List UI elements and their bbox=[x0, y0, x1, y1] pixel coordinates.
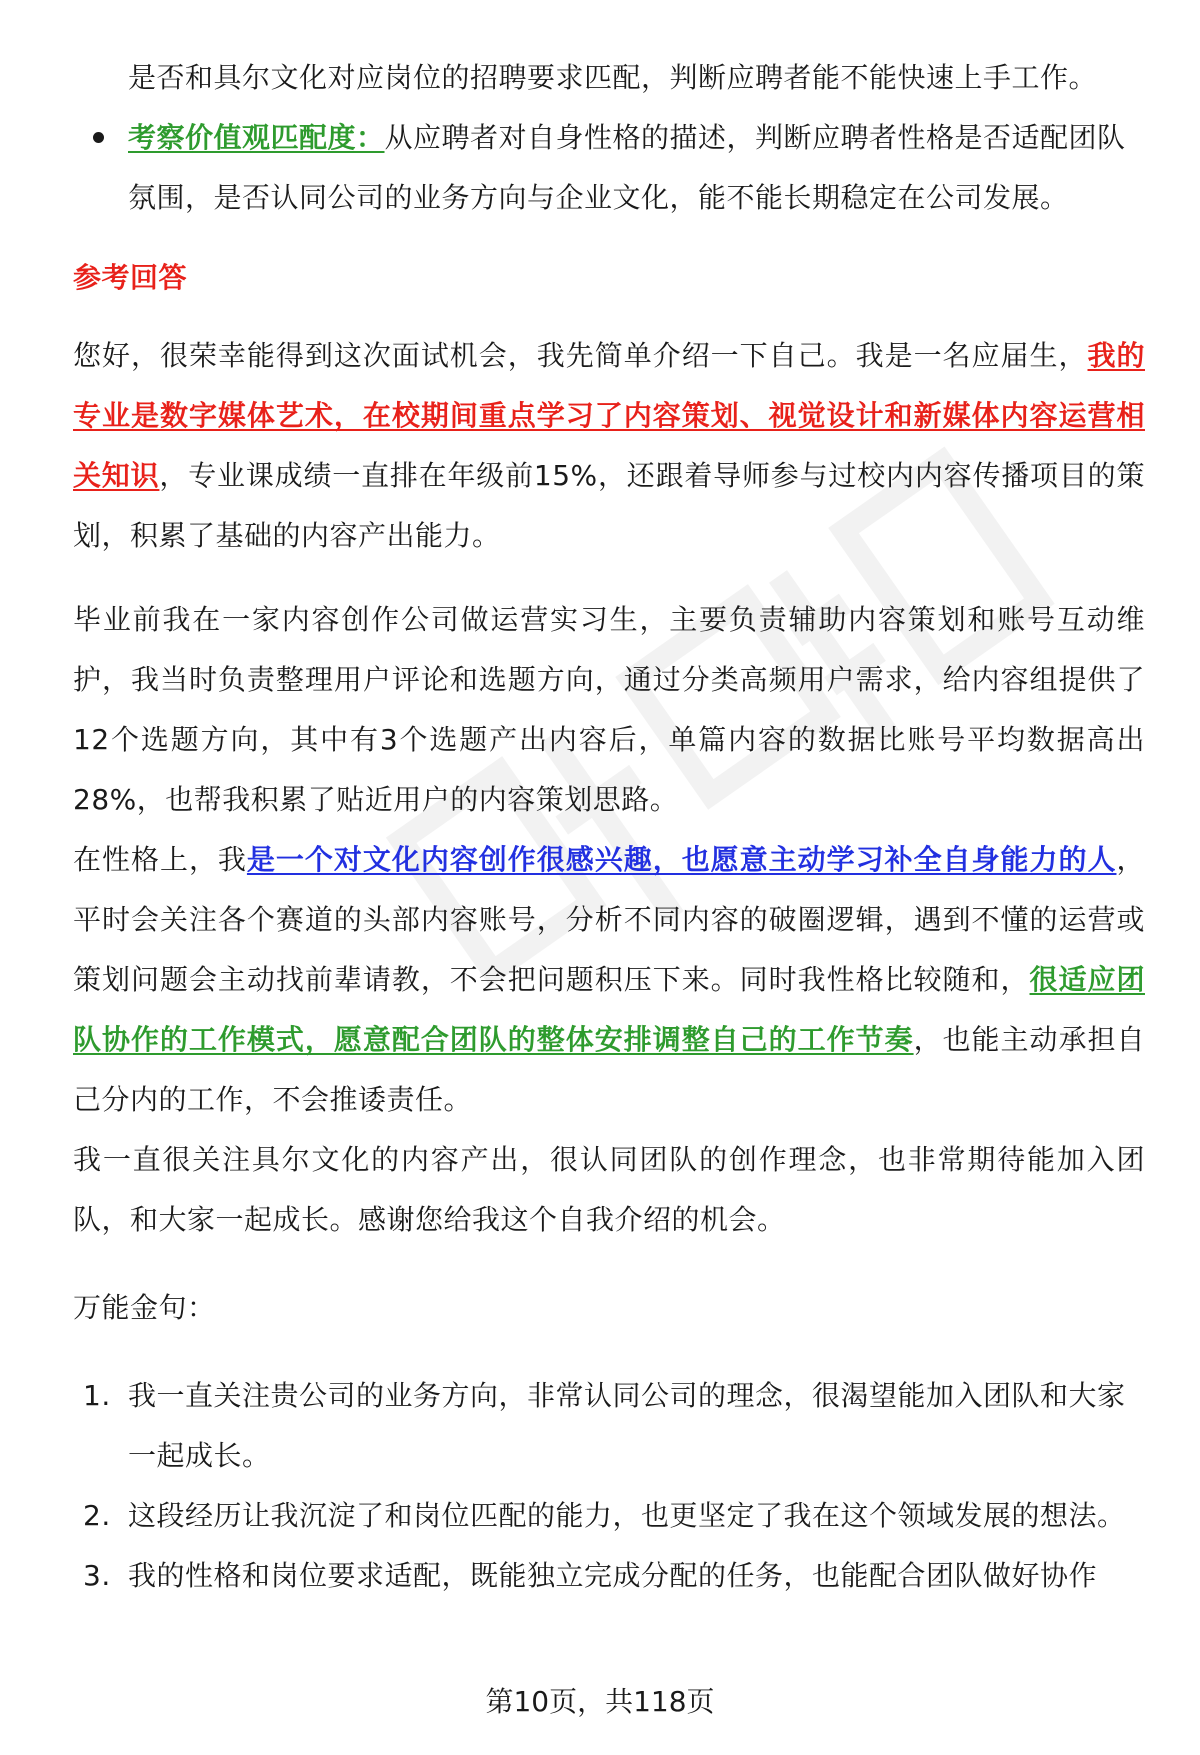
list-item-number: 3. bbox=[83, 1559, 111, 1592]
answer-paragraph-4: 我一直很关注具尔文化的内容产出，很认同团队的创作理念，也非常期待能加入团队，和大家一起成长。感谢您给我这个自我介绍的机会。 bbox=[73, 1143, 1145, 1236]
answer-p3-intro: 在性格上，我 bbox=[73, 843, 247, 876]
list-item bbox=[73, 1366, 1145, 1486]
bullet-label: 考察价值观匹配度： bbox=[128, 121, 385, 154]
list-item-text: 我一直关注贵公司的业务方向，非常认同公司的理念，很渴望能加入团队和大家一起成长。 bbox=[128, 1379, 1126, 1472]
document-page bbox=[73, 48, 1145, 1606]
bullet-dot-icon bbox=[93, 132, 104, 143]
answer-paragraph-3 bbox=[73, 830, 1145, 1130]
bullet-text: 从应聘者对自身性格的描述，判断应聘者性格是否适配团队氛围，是否认同公司的业务方向与企业文化，能不能长期稳定在公司发展。 bbox=[128, 121, 1126, 214]
list-item bbox=[73, 1546, 1145, 1606]
continuation-line: 是否和具尔文化对应岗位的招聘要求匹配，判断应聘者能不能快速上手工作。 bbox=[128, 61, 1098, 94]
list-item-text: 我的性格和岗位要求适配，既能独立完成分配的任务，也能配合团队做好协作 bbox=[128, 1559, 1098, 1592]
list-item-number: 2. bbox=[83, 1499, 111, 1532]
answer-p1-rest: ，专业课成绩一直排在年级前15%，还跟着导师参与过校内内容传播项目的策划，积累了基础的内容产出能力。 bbox=[73, 459, 1145, 552]
list-item bbox=[73, 1486, 1145, 1546]
golden-sentences-title: 万能金句： bbox=[73, 1291, 216, 1324]
answer-paragraph-2: 毕业前我在一家内容创作公司做运营实习生，主要负责辅助内容策划和账号互动维护，我当时负责整理用户评论和选题方向，通过分类高频用户需求，给内容组提供了12个选题方向，其中有3个选题产出内容后，单篇内容的数据比账号平均数据高出28%，也帮我积累了贴近用户的内容策划思路。 bbox=[73, 603, 1145, 816]
answer-p3-green-highlight: 很适应团队协作的工作模式，愿意配合团队的整体安排调整自己的工作节奏 bbox=[73, 963, 1145, 1056]
answer-p3-middle: ，平时会关注各个赛道的头部内容账号，分析不同内容的破圈逻辑，遇到不懂的运营或策划问题会主动找前辈请教，不会把问题积压下来。同时我性格比较随和， bbox=[73, 843, 1145, 996]
list-item-text: 这段经历让我沉淀了和岗位匹配的能力，也更坚定了我在这个领域发展的想法。 bbox=[128, 1499, 1126, 1532]
section-heading: 参考回答 bbox=[73, 261, 188, 294]
golden-sentences-list bbox=[73, 1366, 1145, 1606]
answer-p3-end: ，也能主动承担自己分内的工作，不会推诿责任。 bbox=[73, 1023, 1145, 1116]
page-footer: 第10页，共118页 bbox=[485, 1685, 715, 1718]
list-item-number: 1. bbox=[83, 1379, 111, 1412]
answer-p3-blue-highlight: 是一个对文化内容创作很感兴趣，也愿意主动学习补全自身能力的人 bbox=[246, 843, 1117, 876]
answer-paragraph-1 bbox=[73, 326, 1145, 566]
answer-p1-highlight: 我的专业是数字媒体艺术，在校期间重点学习了内容策划、视觉设计和新媒体内容运营相关知识 bbox=[73, 339, 1145, 492]
bullet-item-values bbox=[73, 108, 1145, 228]
answer-p1-intro: 您好，很荣幸能得到这次面试机会，我先简单介绍一下自己。我是一名应届生， bbox=[73, 339, 1088, 372]
